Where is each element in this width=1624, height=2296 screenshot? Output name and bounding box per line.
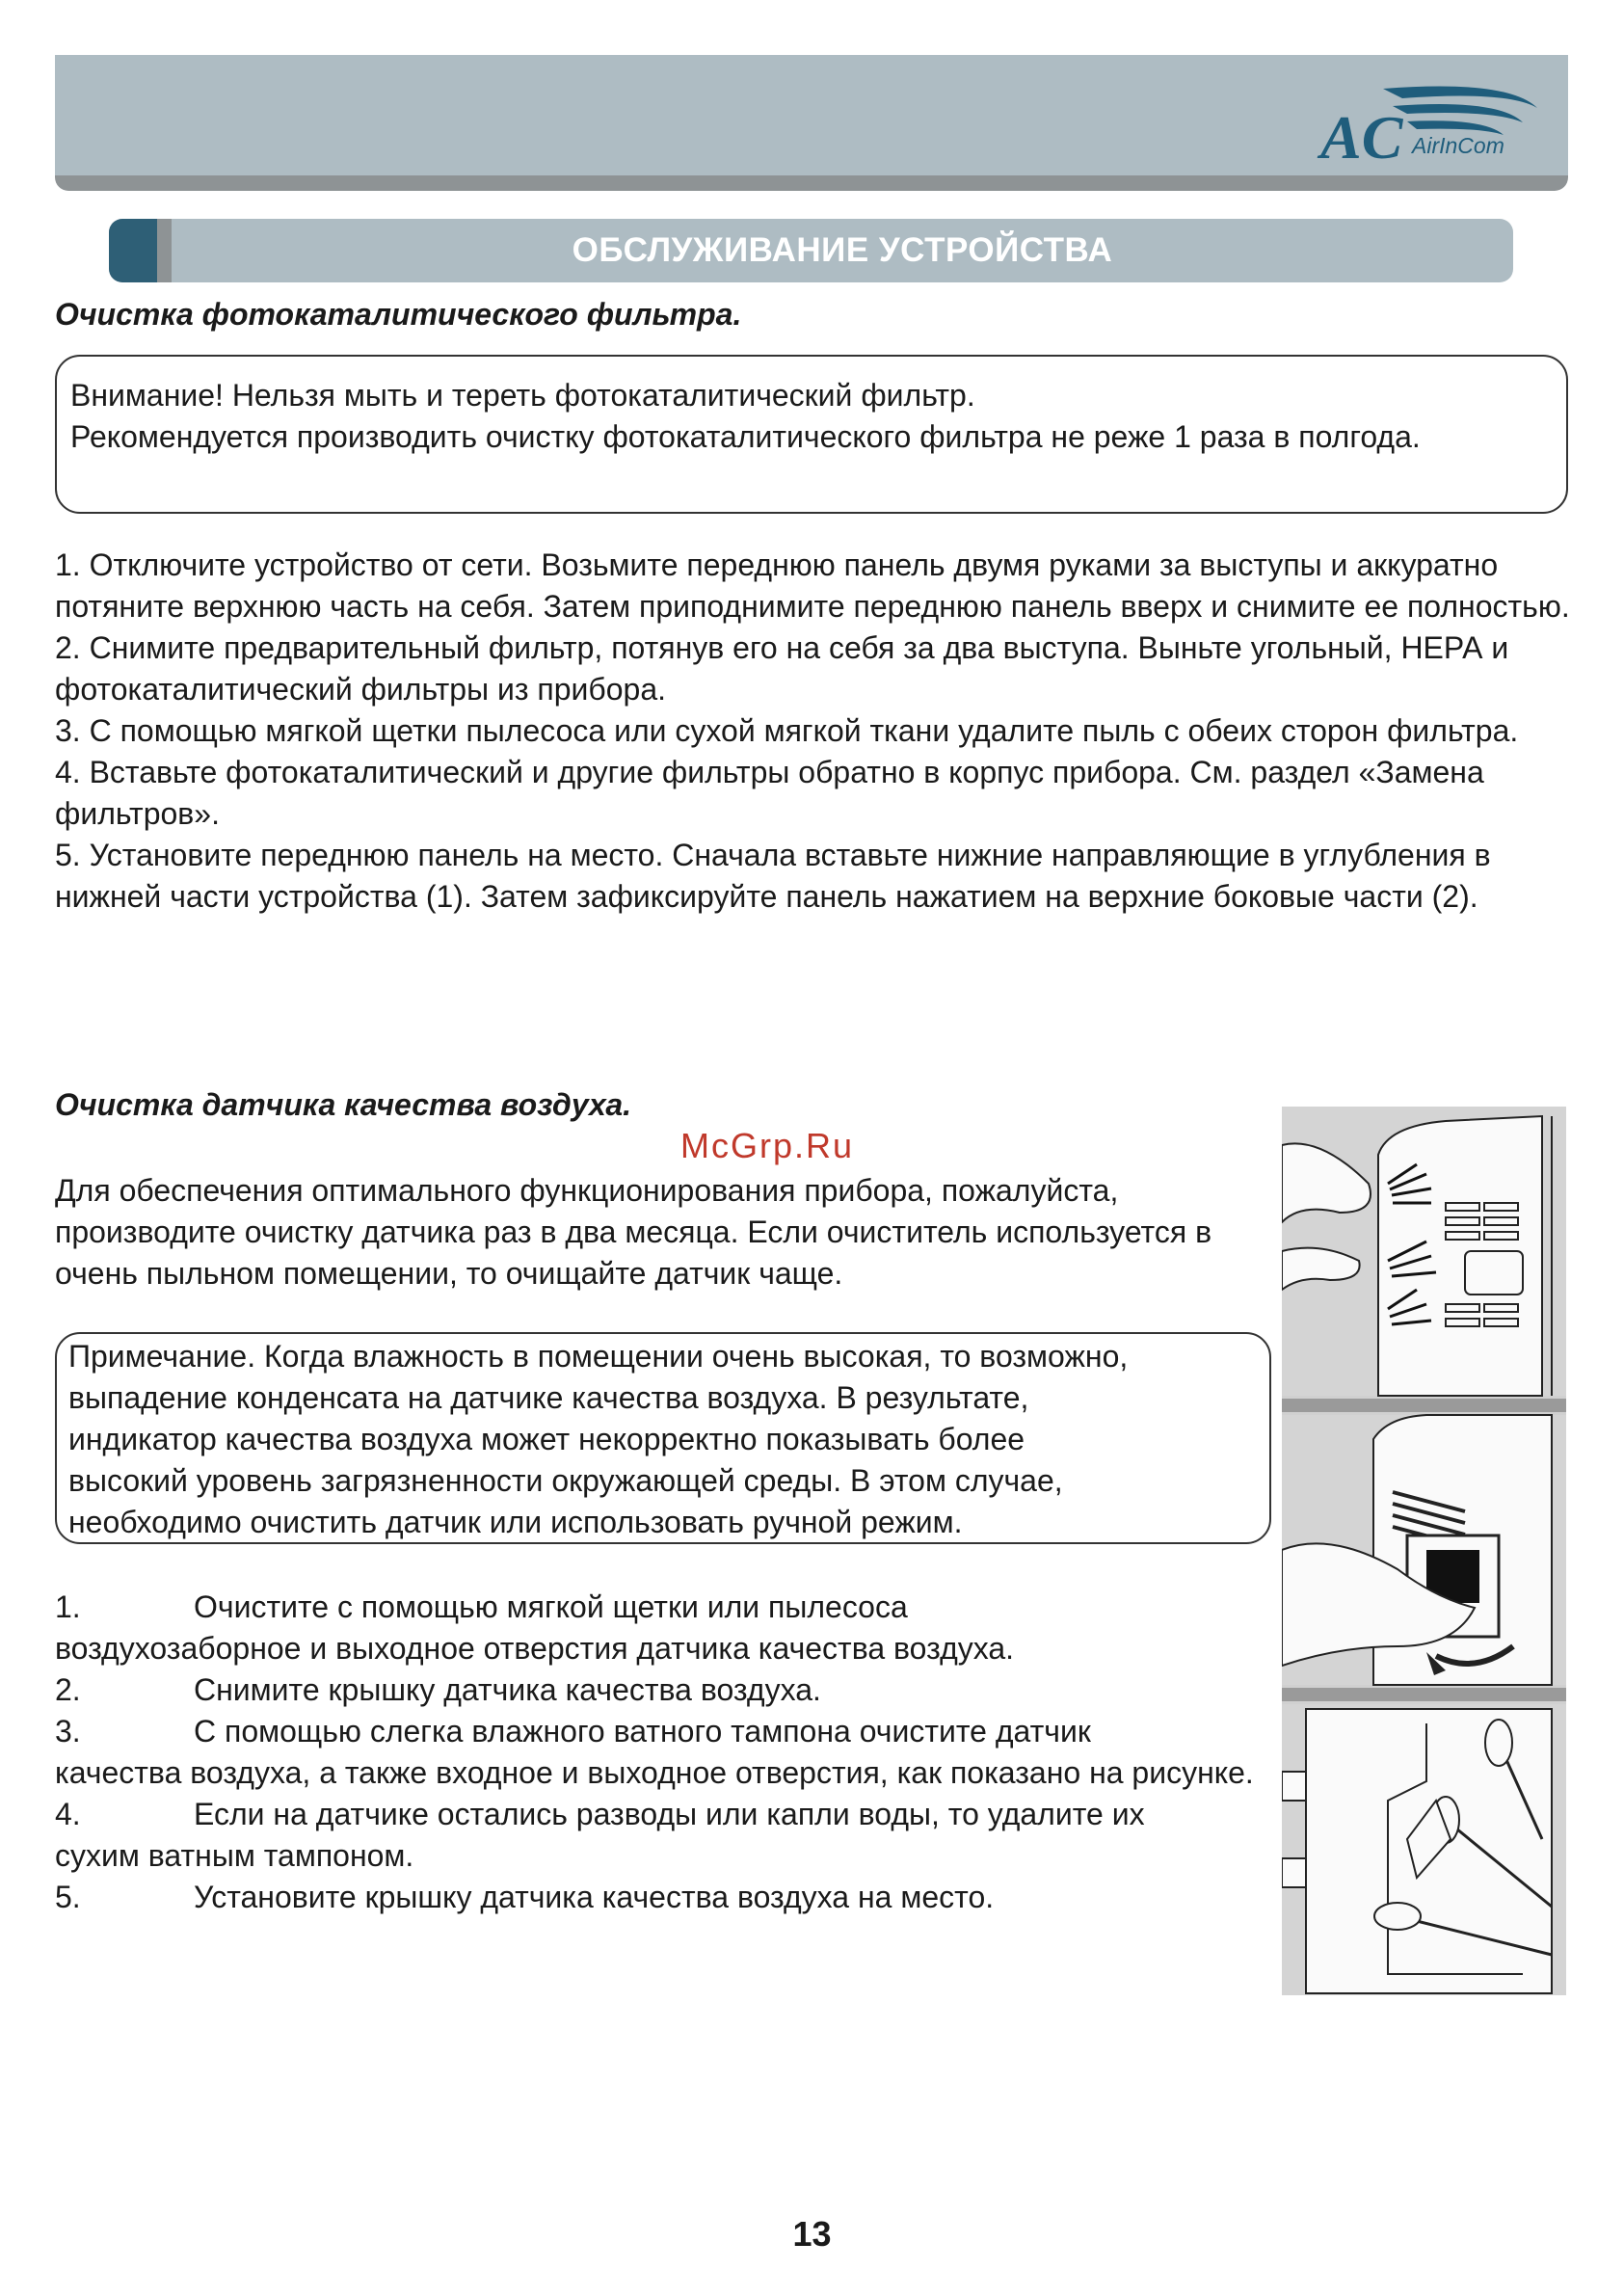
sensor-intro-text: Для обеспечения оптимального функционирования прибора, пожалуйста, производите очистку датчика раз в два месяца. Если очиститель используется в очень пыльном помещении, то очищайте датчик чаще. [55,1173,1212,1291]
sensor-steps [55,1587,1274,1918]
brush-panel-icon [1282,1107,1566,1396]
sensor-cleaning-illustration [1282,1107,1566,1995]
warning-line: Внимание! Нельзя мыть и тереть фотокаталитический фильтр. [70,378,975,413]
section-title-bar [109,219,1513,282]
filter-heading: Очистка фотокаталитического фильтра. [55,297,742,332]
warning-line: Рекомендуется производить очистку фотокаталитического фильтра не реже 1 раза в полгода. [70,419,1421,454]
warning-box [55,355,1568,514]
brand-name: AirInCom [1412,133,1504,158]
filter-step: 2. Снимите предварительный фильтр, потянув его на себя за два выступа. Выньте угольный, НЕРА и фотокаталитический фильтры из прибора. [55,630,1509,707]
logo-mark: AC [1320,103,1403,166]
watermark: McGrp.Ru [680,1126,855,1165]
sensor-step: 4. Если на датчике остались разводы или капли воды, то удалите их [55,1797,1145,1831]
airincom-logo [1316,79,1557,166]
filter-step: 5. Установите переднюю панель на место. Сначала вставьте нижние направляющие в углубления в нижней части устройства (1). Затем зафиксируйте панель нажатием на верхние боковые части (2). [55,838,1491,914]
page-number: 13 [792,2214,832,2254]
title-accent-grey [157,219,172,282]
cotton-swab-icon [1282,1704,1566,1995]
note-box [55,1332,1271,1544]
filter-step: 4. Вставьте фотокаталитический и другие фильтры обратно в корпус прибора. См. раздел «Замена фильтров». [55,755,1484,831]
sensor-intro [55,1170,1269,1295]
sensor-step: 2. Снимите крышку датчика качества воздуха. [55,1672,821,1707]
title-accent-dark [109,219,157,282]
note-line: высокий уровень загрязненности окружающей среды. В этом случае, [68,1463,1063,1498]
illustration-drawing [1282,1107,1566,1995]
sensor-heading: Очистка датчика качества воздуха. [55,1087,632,1122]
header-underline [55,175,1568,191]
note-line: Примечание. Когда влажность в помещении очень высокая, то возможно, [68,1339,1129,1374]
sensor-step-cont: сухим ватным тампоном. [55,1838,414,1873]
section-title: ОБСЛУЖИВАНИЕ УСТРОЙСТВА [572,231,1113,269]
filter-step: 1. Отключите устройство от сети. Возьмите переднюю панель двумя руками за выступы и аккуратно потяните верхнюю часть на себя. Затем приподнимите переднюю панель вверх и снимите ее полностью. [55,547,1570,624]
note-line: выпадение конденсата на датчике качества воздуха. В результате, [68,1380,1029,1415]
note-line: индикатор качества воздуха может некорректно показывать более [68,1422,1025,1456]
cover-removal-icon [1282,1415,1566,1685]
sensor-step: 1. Очистите с помощью мягкой щетки или пылесоса [55,1589,908,1624]
sensor-step: 5. Установите крышку датчика качества воздуха на место. [55,1880,995,1914]
sensor-step: 3. С помощью слегка влажного ватного тампона очистите датчик [55,1714,1091,1749]
sensor-step-cont: воздухозаборное и выходное отверстия датчика качества воздуха. [55,1631,1015,1666]
note-line: необходимо очистить датчик или использовать ручной режим. [68,1505,963,1539]
filter-step: 3. С помощью мягкой щетки пылесоса или сухой мягкой ткани удалите пыль с обеих сторон фильтра. [55,713,1519,748]
sensor-step-cont: качества воздуха, а также входное и выходное отверстия, как показано на рисунке. [55,1755,1254,1790]
filter-steps [55,545,1578,918]
